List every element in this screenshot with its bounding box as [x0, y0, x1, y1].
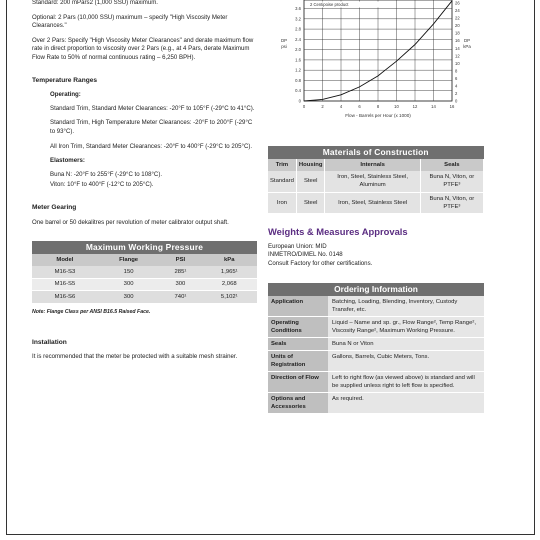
table-row: [32, 291, 257, 304]
col-header: Model: [32, 254, 98, 267]
left-column: [32, 0, 257, 368]
x-tick-label: 8: [376, 104, 380, 109]
col-header: Internals: [325, 159, 420, 172]
y-tick-label-left: 2.0: [295, 47, 301, 53]
y-tick-label-left: 0: [298, 98, 301, 104]
row-key: Application: [268, 296, 328, 317]
x-tick-label: 12: [412, 104, 418, 109]
cell: Iron, Steel, Stainless Steel, Aluminum: [325, 171, 420, 192]
y-tick-label-right: 16: [455, 38, 460, 44]
row-value: As required.: [328, 392, 484, 413]
y-tick-label-right: 8: [455, 68, 458, 74]
y-axis-unit-left: psi: [281, 44, 287, 49]
cell: Standard: [268, 171, 296, 192]
table-row: [268, 350, 484, 371]
cell: 285¹: [159, 266, 201, 278]
row-key: Direction of Flow: [268, 371, 328, 392]
viscosity-over: Over 2 Pars: Specify "High Viscosity Meter Clearances" and derate maximum flow rate in direct proportion to viscosity over 2 Pars (e.g., at 4 Pars, derate Maximum Flow Rate to 50% of normal continuous rating – 6,250 BPH).: [32, 36, 254, 61]
cell: M16-S6: [32, 291, 98, 304]
ordering-table: [268, 283, 484, 414]
table-row: [268, 171, 484, 192]
row-key: Units of Registration: [268, 350, 328, 371]
operating-heading: Operating:: [50, 91, 81, 99]
x-tick-label: 10: [394, 104, 399, 109]
x-tick-label: 0: [302, 104, 306, 109]
col-header: Trim: [268, 159, 296, 172]
y-tick-label-right: 24: [455, 8, 460, 14]
y-tick-label-left: 3.2: [295, 16, 301, 22]
temp-item: All Iron Trim, Standard Meter Clearances: -20°F to 400°F (-29°C to 205°C).: [50, 142, 253, 150]
y-tick-label-left: 2.4: [295, 36, 301, 42]
y-tick-label-left: 1.6: [295, 57, 301, 63]
row-value: Left to right flow (as viewed above) is standard and will be supplied unless right to left flow is specified.: [328, 371, 484, 392]
cell: Iron: [268, 192, 296, 213]
y-tick-label-right: 2: [455, 90, 458, 96]
row-value: Liquid – Name and sp. gr., Flow Range², Temp Range², Viscosity Range², Maximum Working Pressure.: [328, 316, 484, 337]
y-tick-label-left: 0.8: [295, 77, 301, 83]
y-tick-label-left: 3.6: [295, 6, 301, 12]
col-header: Seals: [420, 159, 483, 172]
cell: 300: [159, 278, 201, 291]
materials-table: [268, 146, 484, 214]
weights-heading: Weights & Measures Approvals: [268, 226, 408, 237]
table-row: [32, 266, 257, 278]
cell: Buna N, Viton, or PTFE³: [420, 192, 483, 213]
y-tick-label-right: 22: [455, 15, 460, 21]
y-axis-label-right: DP: [463, 38, 471, 43]
gearing-heading: Meter Gearing: [32, 203, 77, 211]
y-tick-label-right: 20: [455, 23, 460, 29]
col-header: Flange: [98, 254, 159, 267]
y-tick-label-left: 0.4: [295, 88, 301, 94]
weights-line: Consult Factory for other certifications.: [268, 259, 373, 267]
temp-item: Standard Trim, High Temperature Meter Clearances: -20°F to 200°F (-29°C to 93°C).: [50, 119, 253, 135]
table-row: [268, 392, 484, 413]
row-value: Buna N or Viton: [328, 337, 484, 350]
row-key: Seals: [268, 337, 328, 350]
cell: Buna N, Viton, or PTFE³: [420, 171, 483, 192]
temp-item: Standard Trim, Standard Meter Clearances: -20°F to 105°F (-29°C to 41°C).: [50, 104, 255, 112]
max-pressure-title: Maximum Working Pressure: [32, 241, 257, 254]
ordering-title: Ordering Information: [268, 283, 484, 296]
elastomer-item: Buna N: -20°F to 255°F (-29°C to 108°C).: [50, 170, 163, 178]
viscosity-standard: Standard: 200 mPars2 (1,000 SSU) maximum.: [32, 0, 158, 6]
x-tick-label: 4: [339, 104, 343, 109]
row-value: Batching, Loading, Blending, Inventory, Custody Transfer, etc.: [328, 296, 484, 317]
cell: 1,965¹: [202, 266, 257, 278]
y-tick-label-right: 0: [455, 98, 458, 104]
table-row: [268, 296, 484, 317]
x-tick-label: 16: [449, 104, 455, 109]
installation-heading: Installation: [32, 338, 67, 346]
table-row: [32, 278, 257, 291]
x-axis-label: Flow - Barrels per Hour (x 1000): [345, 113, 411, 118]
table-row: [268, 371, 484, 392]
x-tick-label: 14: [431, 104, 436, 109]
cell: M16-S5: [32, 278, 98, 291]
right-column: [268, 146, 484, 414]
weights-line: INMETRO/DIMEL No. 0148: [268, 251, 343, 259]
y-tick-label-right: 26: [455, 0, 460, 6]
elastomers-heading: Elastomers:: [50, 157, 85, 165]
row-key: Operating Conditions: [268, 316, 328, 337]
cell: Steel: [296, 192, 325, 213]
cell: 150: [98, 266, 159, 278]
cell: 5,102¹: [202, 291, 257, 304]
table-row: [268, 337, 484, 350]
y-tick-label-left: 2.8: [295, 26, 301, 32]
y-axis-label-left: DP: [280, 38, 288, 43]
chart-annotation: 2 Centipoise product: [310, 2, 349, 7]
cell: M16-S3: [32, 266, 98, 278]
viscosity-optional: Optional: 2 Pars (10,000 SSU) maximum – specify "High Viscosity Meter Clearances.": [32, 13, 228, 30]
cell: 300: [98, 278, 159, 291]
y-tick-label-right: 6: [455, 75, 458, 81]
cell: Steel: [296, 171, 325, 192]
y-tick-label-left: 1.2: [295, 67, 301, 73]
row-value: Gallons, Barrels, Cubic Meters, Tons.: [328, 350, 484, 371]
materials-title: Materials of Construction: [268, 146, 484, 159]
y-tick-label-right: 18: [455, 30, 460, 36]
cell: Iron, Steel, Stainless Steel: [325, 192, 420, 213]
table-row: [268, 316, 484, 337]
col-header: kPa: [202, 254, 257, 267]
max-pressure-table: [32, 241, 257, 304]
cell: 2,068: [202, 278, 257, 291]
temperature-heading: Temperature Ranges: [32, 76, 98, 84]
weights-line: European Union: MID: [268, 242, 327, 250]
col-header: PSI: [159, 254, 201, 267]
pressure-drop-chart: [268, 0, 484, 136]
gearing-text: One barrel or 50 dekalitres per revolution of meter calibrator output shaft.: [32, 218, 229, 226]
table-row: [268, 192, 484, 213]
cell: 740¹: [159, 291, 201, 304]
x-tick-label: 6: [358, 104, 361, 109]
cell: 300: [98, 291, 159, 304]
row-key: Options and Accessories: [268, 392, 328, 413]
y-tick-label-right: 14: [455, 45, 460, 51]
y-axis-unit-right: kPa: [463, 44, 471, 49]
col-header: Housing: [296, 159, 325, 172]
elastomer-item: Viton: 10°F to 400°F (-12°C to 205°C).: [50, 181, 154, 189]
y-tick-label-right: 4: [455, 83, 458, 89]
y-tick-label-right: 10: [455, 60, 460, 66]
y-tick-label-right: 12: [455, 53, 460, 59]
x-tick-label: 2: [321, 104, 324, 109]
max-pressure-note: Note: Flange Class per ANSI B16.5 Raised Face.: [32, 309, 151, 316]
installation-text: It is recommended that the meter be protected with a suitable mesh strainer.: [32, 353, 238, 361]
